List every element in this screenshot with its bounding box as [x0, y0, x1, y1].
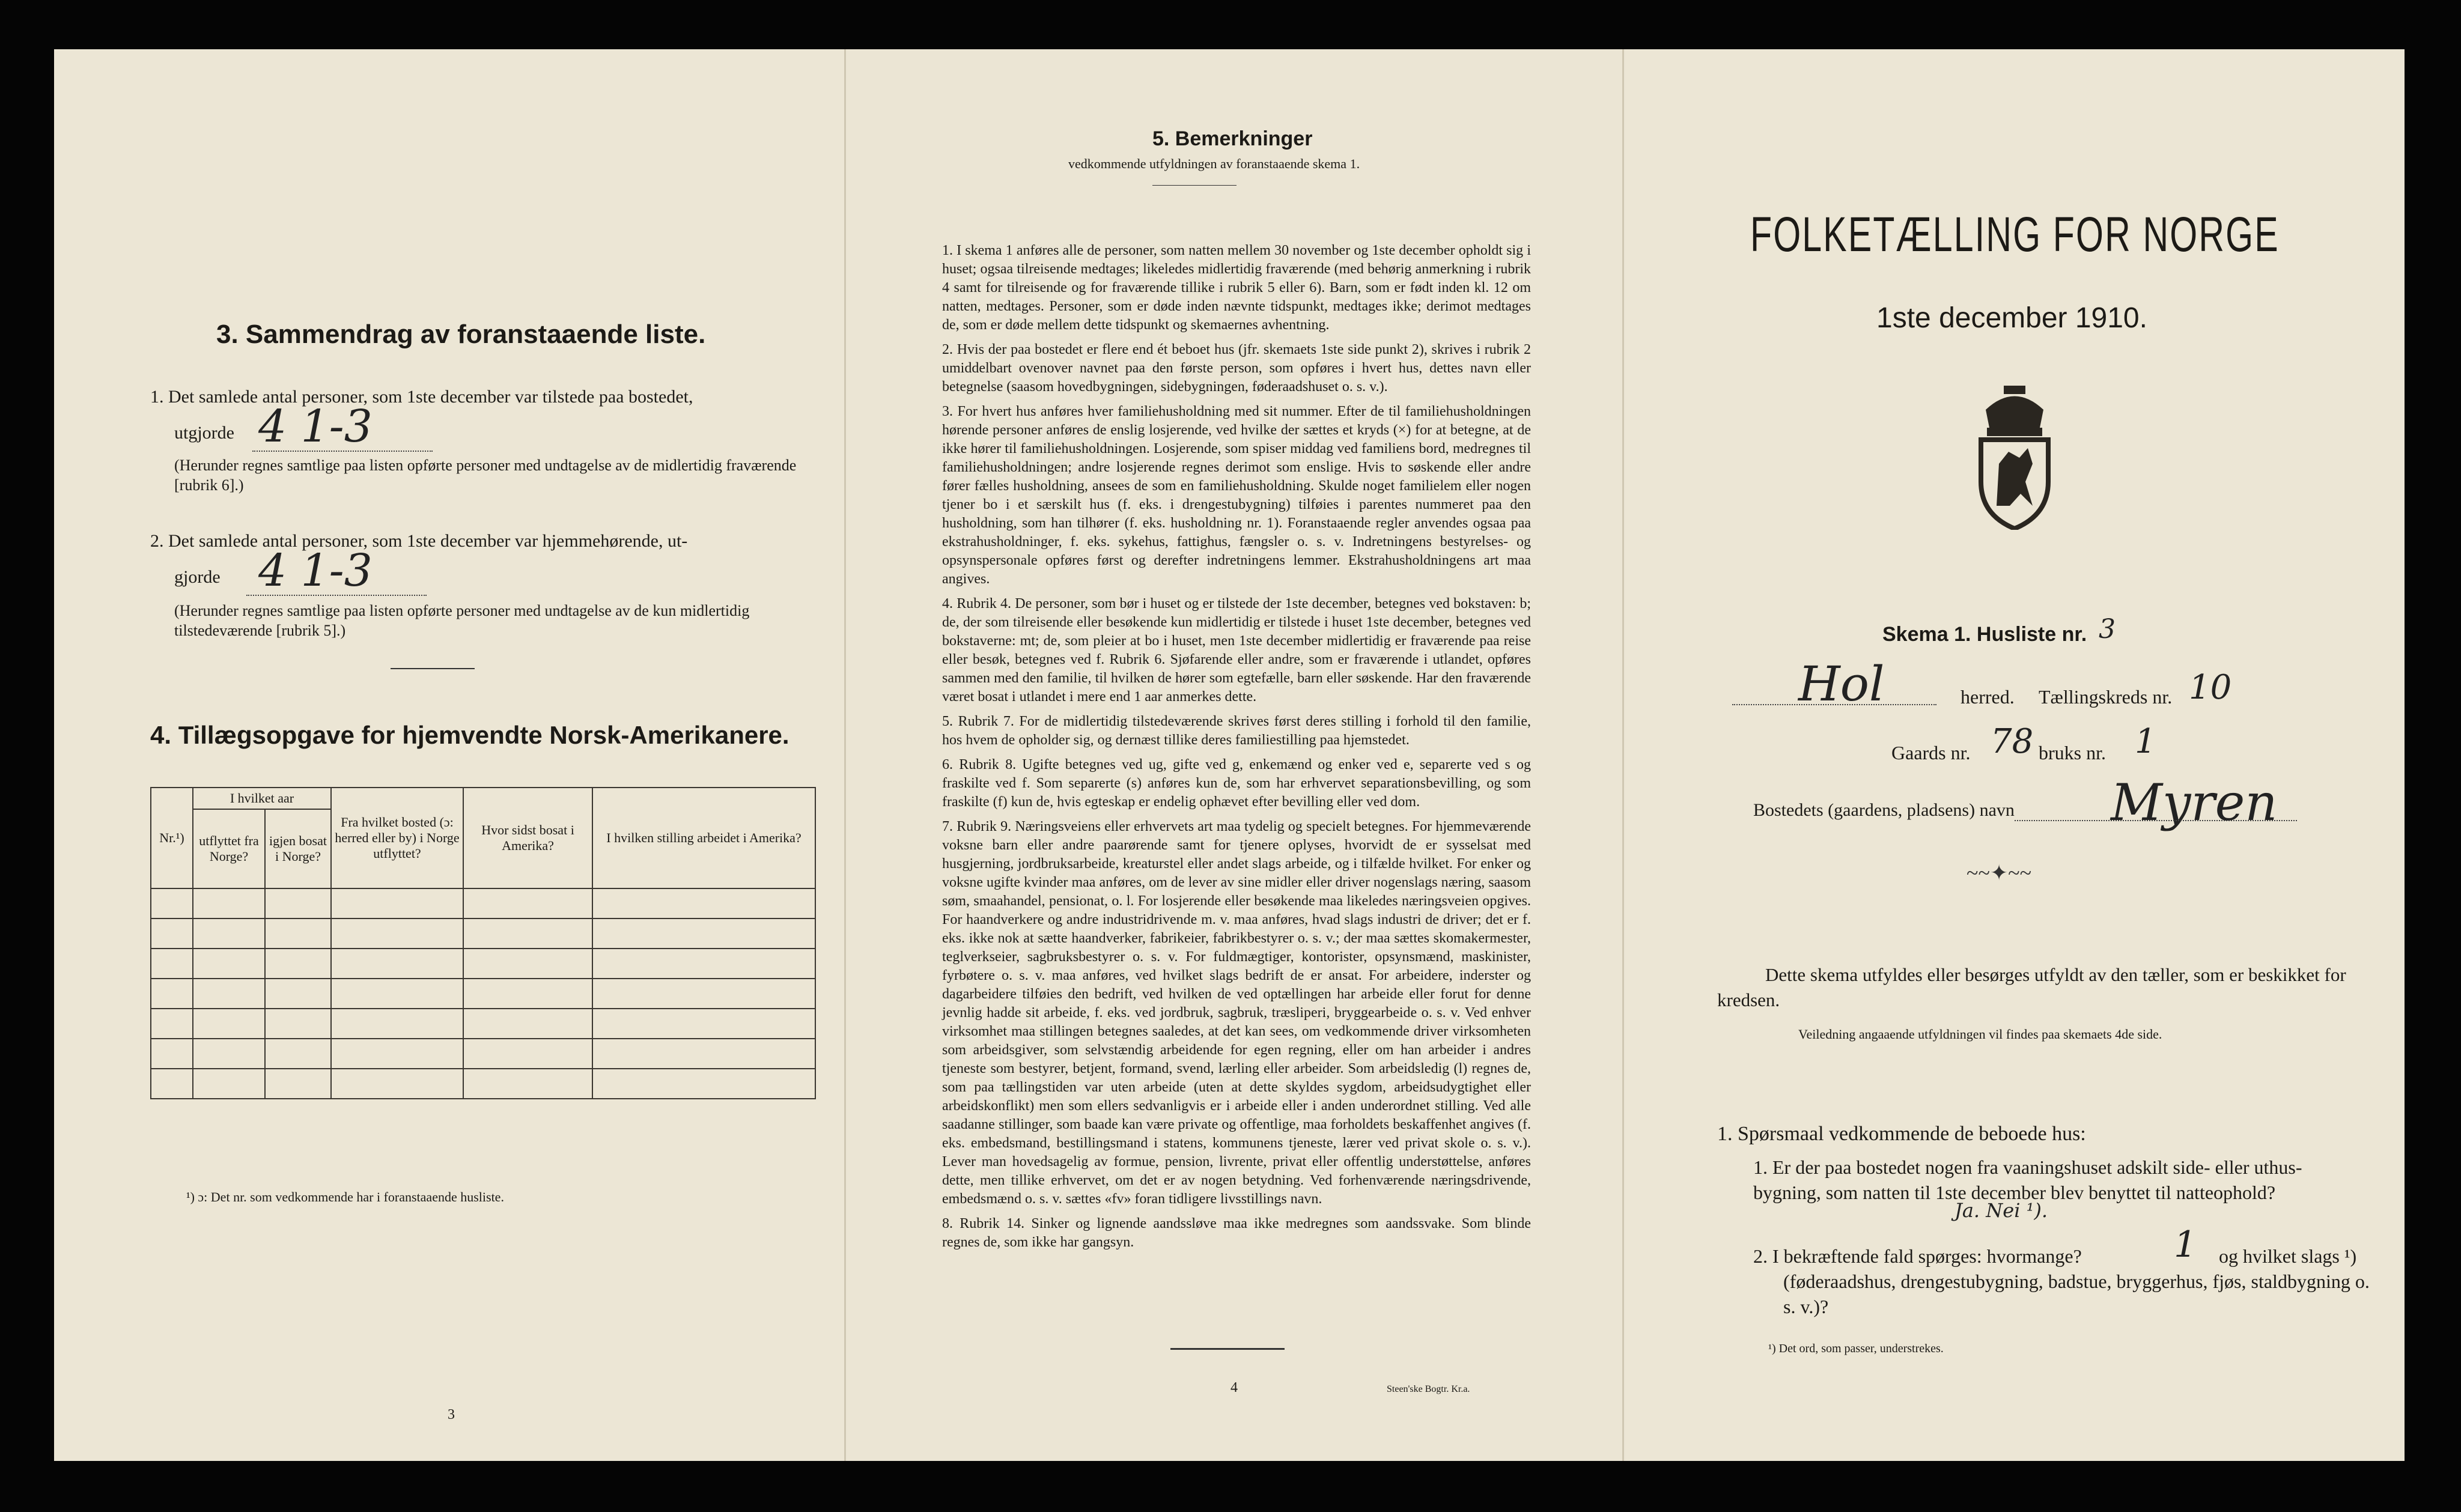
census-date: 1ste december 1910.: [1876, 302, 2147, 334]
census-title: FOLKETÆLLING FOR NORGE: [1750, 207, 2280, 262]
item1-dotline: [252, 451, 433, 452]
norway-coat-of-arms-icon: [1973, 386, 2057, 530]
page-number-3: 3: [448, 1407, 455, 1422]
note-1: 1. I skema 1 anføres alle de personer, som natten mellem 30 november og 1ste december opholdt sig i huset; ogsaa tilreisende medtages; likeledes midlertidig fraværende (med behørig anmerkning i rubrik 4 samt for tilreisende og for fraværende tillike i rubrik 5 eller 6). Barn, som er født inden kl. 12 om natten, medtages. Personer, som er døde inden nævnte tidspunkt, medtages ikke; derimot medtages de, som er døde mellem dette tidspunkt og skemaernes avhentning.: [942, 243, 1531, 333]
ornament: ~~✦~~: [1967, 861, 2032, 885]
kreds-label: Tællingskreds nr.: [2039, 686, 2173, 708]
col-sidst-bosat: Hvor sidst bosat i Amerika?: [463, 788, 592, 888]
note-6: 6. Rubrik 8. Ugifte betegnes ved ug, gifte ved g, enkemænd og enker ved e, separerte ved s og fraskilte ved f. Som separerte (s) anføres kun de, som har erhvervet separationsbevilling, og som fraskilte (f) kun de, hvis egteskap er endelig ophævet efter bevilling eller ved dom.: [942, 757, 1531, 810]
note-5: 5. Rubrik 7. For de midlertidig tilstedeværende skrives først deres stilling i forhold til den familie, hos hvem de opholder sig, og dernæst tillike deres familiestilling paa hjemstedet.: [942, 714, 1531, 748]
question-1: 1. Er der paa bostedet nogen fra vaaningshuset adskilt side- eller uthus-bygning, som natten til 1ste december blev benyttet til natteophold?: [1753, 1156, 2302, 1203]
col-utflyttet: utflyttet fra Norge?: [193, 809, 265, 888]
note-4: 4. Rubrik 4. De personer, som bør i huset og er tilstede der 1ste december, betegnes ved bokstaven: b; de, der som tilreisende eller besøkende kun midlertidig er tilstede i huset 1ste december, betegnes ved bokstaverne: mt; de, som pleier at bo i huset, men 1ste december midlertidig er fraværende paa reise eller besøk, betegnes ved f. Rubrik 6. Sjøfarende eller andre, som er fraværende i utlandet, opføres sammen med den familie, til hvilken de hører som egtefælle, barn eller søskende. Har den fraværende været bosat i utlandet i mere end 1 aar anmerkes dette.: [942, 596, 1531, 705]
page-number-4: 4: [1230, 1380, 1238, 1395]
col-igjen: igjen bosat i Norge?: [265, 809, 331, 888]
note-7: 7. Rubrik 9. Næringsveiens eller erhvervets art maa tydelig og specielt betegnes. For hjemmeværende voksne barn eller andre paarørende samt for tjenere oplyses, hvorvidt de er sysselsat med husgjerning, jordbruksarbeide, kreaturstel eller andet slags arbeide, og i tilfælde hvilket. For enker og voksne ugifte kvinder maa anføres, om de lever av sine midler eller driver nogenslags næring, saasom søm, smaahandel, pensionat, o. l. For losjerende eller besøkende maa likeledes næringsveien opgives. For haandverkere og andre industridrivende m. v. maa anføres, hvad slags industri de driver; det er f. eks. ikke nok at sætte haandverker, fabrikeier, fabrikbestyrer o. s. v.; der maa sættes skomakermester, teglverkseier, sagbruksbestyrer o. s. v. For fuldmægtiger, kontorister, opsynsmænd, maskinister, fyrbøtere o. s. v. maa anføres, ved hvilket slags bedrift de er ansat. For arbeidere, inderster og dagarbeidere tilføies den bedrift, ved hvilken de ved optællingen har arbeide eller forut for denne jevnlig hadde sit arbeide, f. eks. ved jordbruk, sagbruk, træsliperi, bryggearbeide o. s. v. Ved enhver virksomhet maa stillingen betegnes saaledes, at det kan sees, om vedkommende driver virksomheten som arbeidsgiver, som selvstændig arbeidende for egen regning, eller om han arbeider i andres tjeneste som bestyrer, betjent, formand, svend, lærling eller arbeider. Som arbeidsledig (l) regnes de, som paa tællingstiden var uten arbeide (uten at dette skyldes sygdom, arbeidsudygtighet eller arbeidskonflikt) men som ellers sedvanligvis er i arbeide eller i anden underordnet stilling. Ved alle saadanne stillinger, som baade kan være private og offentlige, maa forholdets beskaffenhet angives (f. eks. embedsmand, bestillingsmand i statens, kommunens tjeneste, lærer ved privat skole o. s. v.). Lever man hovedsagelig av formue, pension, livrente, privat eller offentlig understøttelse, anføres dette, men tillike erhvervet, om det er av nogen betydning. Ved forhenværende næringsdrivende, embedsmænd o. s. v. sættes «fv» foran tidligere livsstillings navn.: [942, 819, 1531, 1207]
printer-mark: Steen'ske Bogtr. Kr.a.: [1387, 1384, 1470, 1394]
bemerkninger-title: 5. Bemerkninger: [1152, 127, 1313, 150]
question-2-options: (føderaadshus, drengestubygning, badstue, bryggerhus, fjøs, staldbygning o. s. v.)?: [1783, 1271, 2370, 1317]
section3-title: 3. Sammendrag av foranstaaende liste.: [216, 320, 706, 349]
item1-label: utgjorde: [174, 423, 234, 443]
middle-page: [844, 49, 1622, 1461]
title-rule: [1152, 185, 1237, 186]
husliste-nr-value: 3: [2099, 614, 2116, 645]
question-2-suffix: og hvilket slags ¹): [2219, 1245, 2357, 1267]
question-1-answer: Ja. Nei ¹).: [1955, 1199, 2048, 1222]
bosted-label: Bostedets (gaardens, pladsens) navn: [1753, 800, 2015, 820]
instruction-text: Dette skema utfyldes eller besørges utfyldt av den tæller, som er beskikket for kredsen.: [1717, 964, 2346, 1010]
col-hvilket-aar: I hvilket aar: [193, 788, 331, 809]
item2-note: (Herunder regnes samtlige paa listen opførte personer med undtagelse av de kun midlertidig tilstedeværende [rubrik 5].): [174, 602, 750, 639]
item2-dotline: [246, 595, 427, 596]
question-2-prefix: 2. I bekræftende fald spørges: hvormange?: [1753, 1245, 2082, 1267]
item2-text: 2. Det samlede antal personer, som 1ste december var hjemmehørende, ut-: [150, 531, 688, 551]
right-page: [1622, 49, 2405, 1461]
guidance-text: Veiledning angaaende utfyldningen vil findes paa skemaets 4de side.: [1798, 1027, 2162, 1042]
col-stilling: I hvilken stilling arbeidet i Amerika?: [592, 788, 815, 888]
bruks-label: bruks nr.: [2039, 742, 2106, 764]
norsk-amerikanere-table: [150, 787, 816, 1099]
note-8: 8. Rubrik 14. Sinker og lignende aandssløve maa ikke medregnes som aandssvake. Som blinde regnes de, som ikke har gangsyn.: [942, 1216, 1531, 1250]
right-footnote: ¹) Det ord, som passer, understrekes.: [1768, 1342, 1944, 1355]
note-3: 3. For hvert hus anføres hver familiehusholdning med sit nummer. Efter de til familiehusholdningen hørende personer anføres de enslig losjerende, ved hvilke der sættes et kryds (×) for at betegne, at de ikke hører til familiehusholdningen. Losjerende, som spiser middag ved familiens bord, medregnes til familiehusholdningen; andre losjerende regnes derimot som enslige. Hvis to søskende eller andre fører fælles husholdning, ansees de som en familiehusholdning. Skulde noget familielem eller nogen tjener bo i et særskilt hus (f. eks. i drengestubygning) tilføies i parentes nummeret paa den husholdning, som han tilhører (f. eks. husholdning nr. 1). Foranstaaende regler anvendes ogsaa paa ekstrahusholdninger, f. eks. sykehus, fattighus, fængsler o. s. v. Indretningens bestyrelses- og opsynspersonale opføres først og derefter indretningens lemmer. Ekstrahusholdningens art maa angives.: [942, 404, 1531, 587]
question-2-count: 1: [2174, 1224, 2197, 1266]
kreds-value: 10: [2189, 668, 2232, 707]
bosted-dotline: [2015, 820, 2297, 821]
schema-label: Skema 1. Husliste nr.: [1882, 623, 2087, 646]
herred-value: Hol: [1798, 656, 1885, 712]
note-2: 2. Hvis der paa bostedet er flere end ét beboet hus (jfr. skemaets 1ste side punkt 2), skrives i rubrik 2 umiddelbart ovenover navnet paa den første person, som opføres i hvert hus, dettes navn eller betegnelse (saasom hovedbygningen, sidebygningen, føderaadshuset o. s. v.).: [942, 342, 1531, 395]
gaards-label: Gaards nr.: [1891, 742, 1971, 764]
left-page: [54, 49, 844, 1461]
herred-label: herred.: [1961, 686, 2015, 708]
item1-note: (Herunder regnes samtlige paa listen opførte personer med undtagelse av de midlertidig fraværende [rubrik 6].): [174, 457, 797, 494]
notes-list: [942, 241, 1531, 1258]
table-footnote: ¹) ɔ: Det nr. som vedkommende har i foranstaaende husliste.: [186, 1189, 504, 1204]
item1-text: 1. Det samlede antal personer, som 1ste december var tilstede paa bostedet,: [150, 387, 693, 407]
questions-heading: 1. Spørsmaal vedkommende de beboede hus:: [1717, 1123, 2086, 1145]
gaards-value: 78: [1991, 722, 2034, 761]
divider: [391, 668, 475, 669]
item2-handwritten-value: 4 1-3: [258, 545, 373, 597]
bemerkninger-subtitle: vedkommende utfyldningen av foranstaaende skema 1.: [1068, 156, 1360, 171]
col-fra-hvilket: Fra hvilket bosted (ɔ: herred eller by) i Norge utflyttet?: [331, 788, 463, 888]
item1-handwritten-value: 4 1-3: [258, 401, 373, 452]
bruks-value: 1: [2135, 722, 2156, 761]
col-nr: Nr.¹): [151, 788, 193, 888]
item2-label: gjorde: [174, 567, 221, 587]
end-rule: [1170, 1348, 1285, 1350]
section4-title: 4. Tillægsopgave for hjemvendte Norsk-Amerikanere.: [150, 721, 789, 749]
bosted-value: Myren: [2111, 773, 2278, 832]
